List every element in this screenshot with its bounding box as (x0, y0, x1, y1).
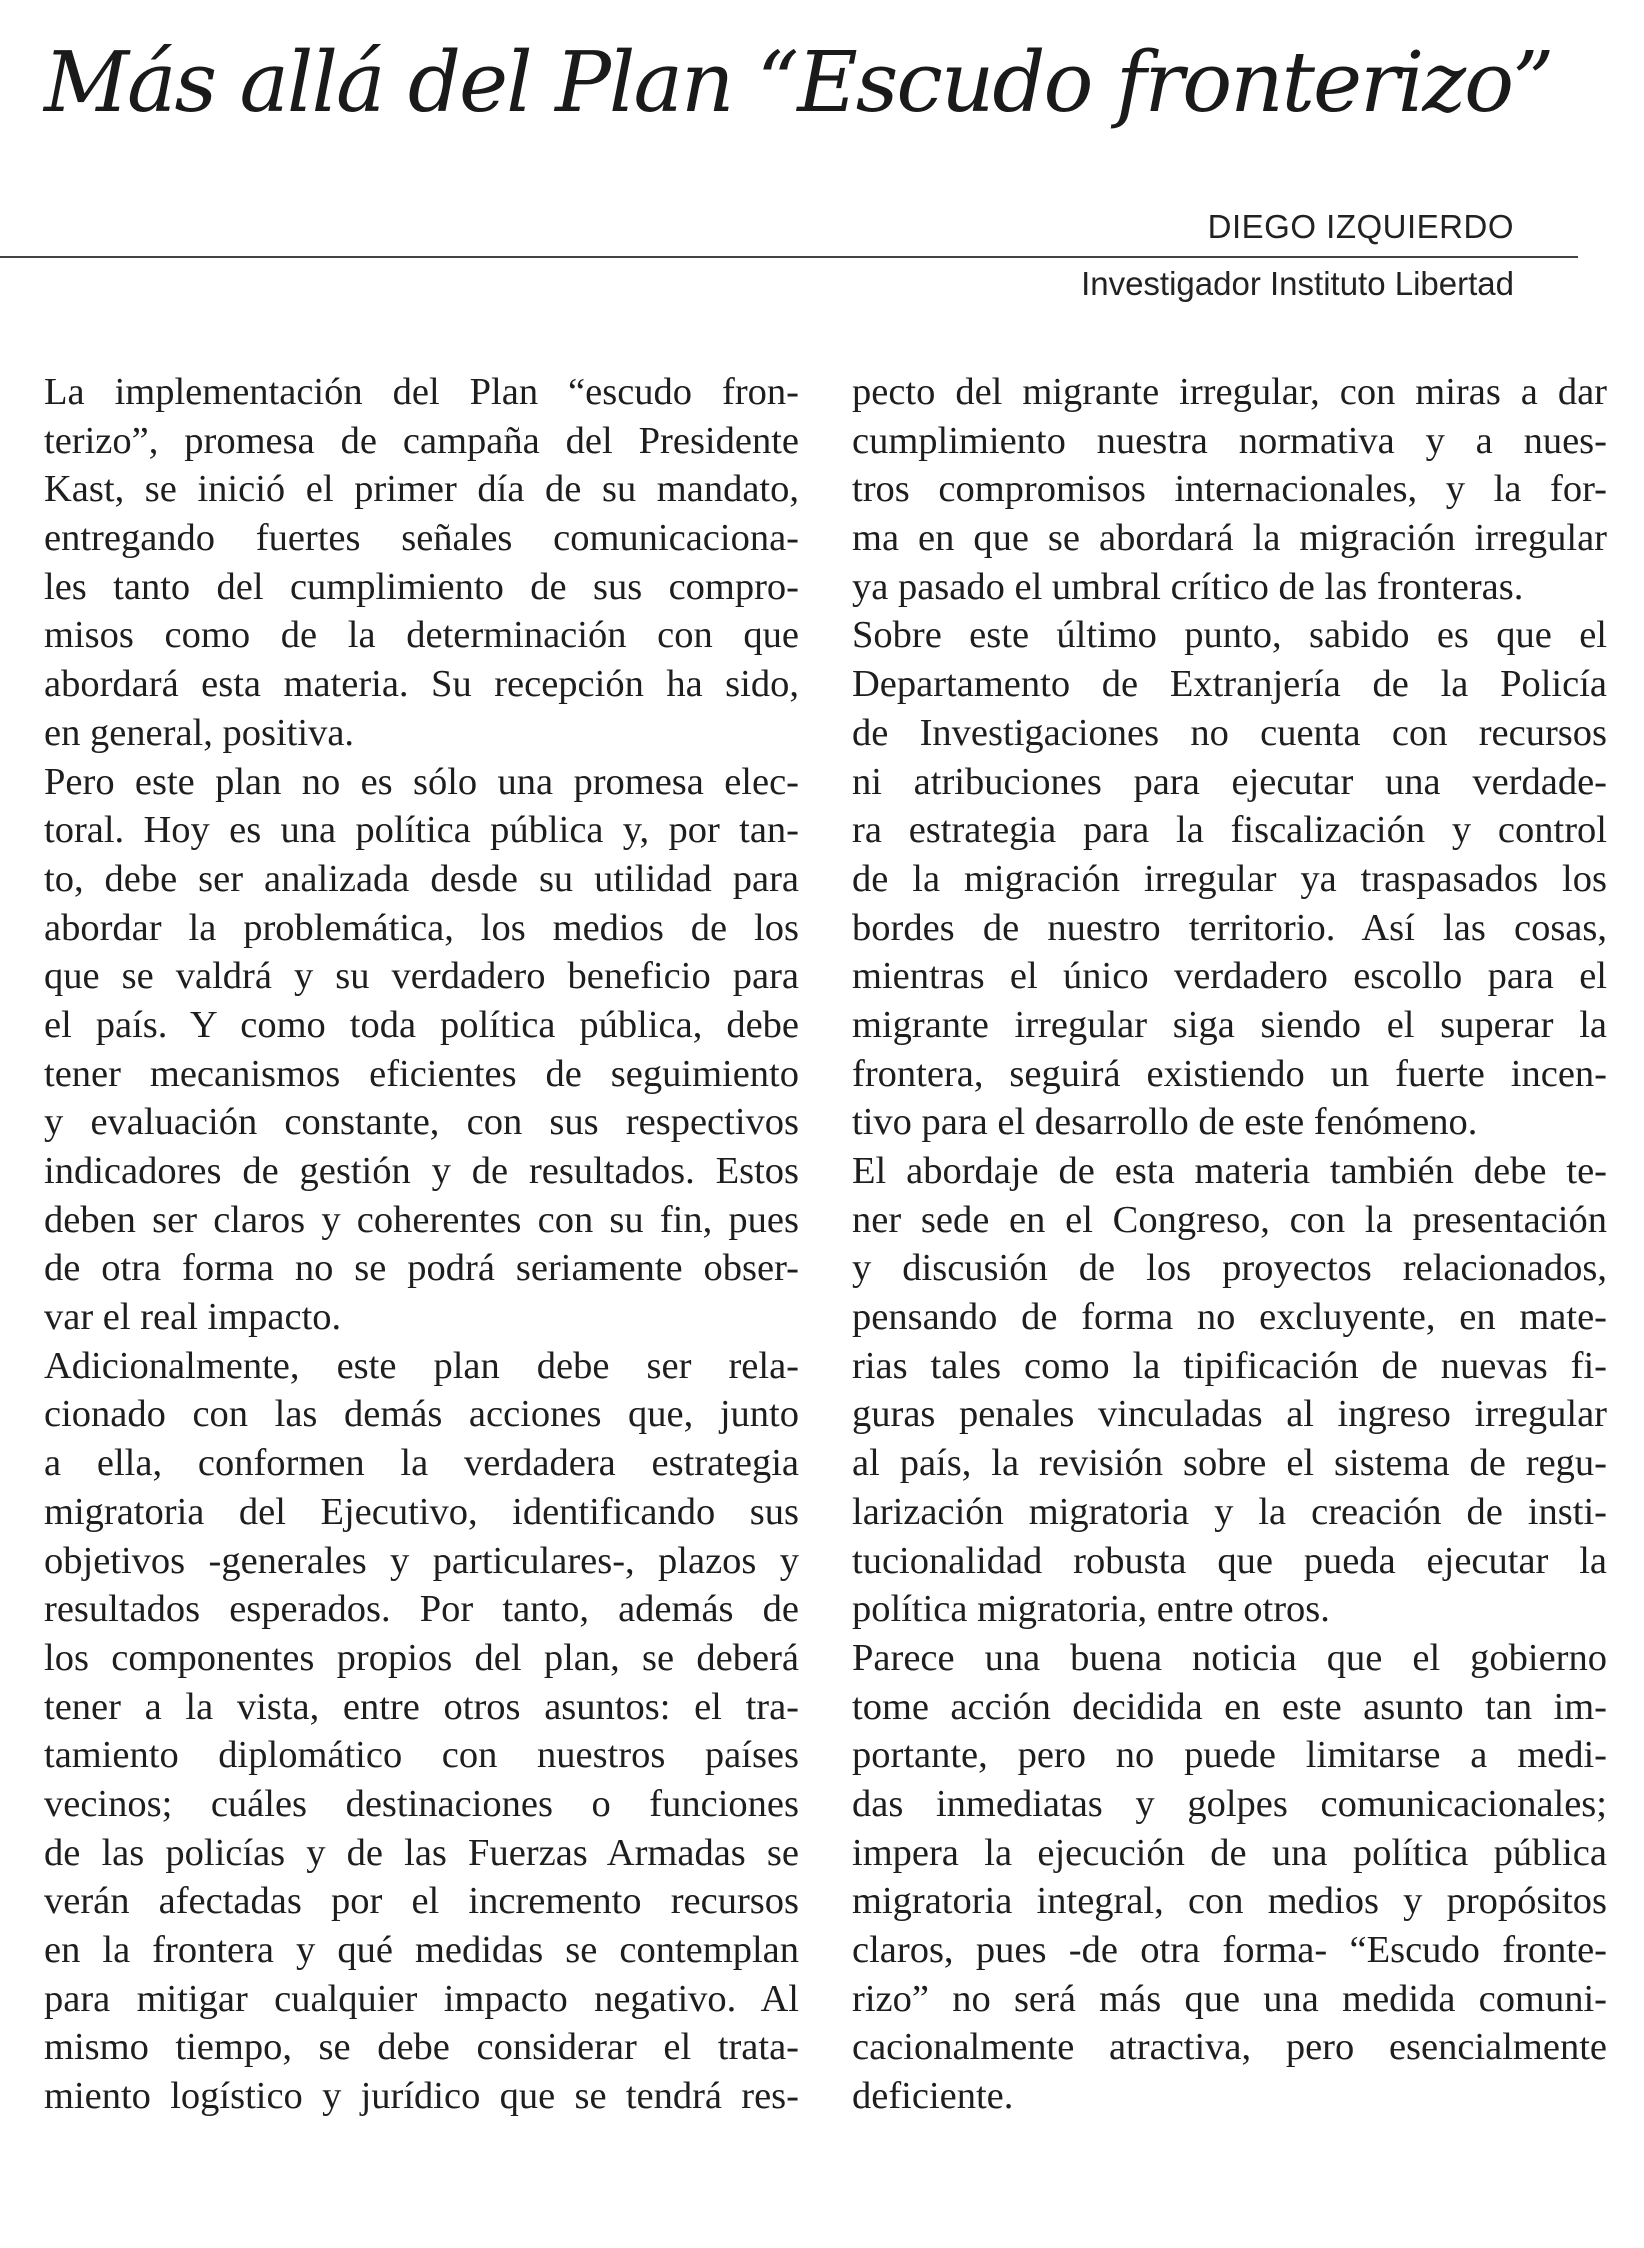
text-line: y discusión de los proyectos relacionados, (852, 1247, 1607, 1290)
byline-divider (0, 256, 1578, 258)
text-line: pecto del migrante irregular, con miras a dar (852, 371, 1607, 413)
text-line: frontera, seguirá existiendo un fuerte incen- (852, 1052, 1607, 1095)
author-affiliation: Investigador Instituto Libertad (1081, 265, 1514, 302)
text-line: migrante irregular siga siendo el superar la (852, 1003, 1607, 1046)
text-line: cionado con las demás acciones que, junto (44, 1393, 799, 1436)
text-line: cumplimiento nuestra normativa y a nues- (852, 419, 1607, 462)
text-line: rias tales como la tipificación de nuevas fi- (852, 1344, 1607, 1387)
text-line: to, debe ser analizada desde su utilidad para (44, 857, 799, 900)
text-line: migratoria del Ejecutivo, identificando sus (44, 1490, 799, 1533)
text-line: los componentes propios del plan, se deberá (44, 1636, 799, 1679)
text-line: objetivos -generales y particulares-, plazos y (44, 1539, 799, 1582)
text-line: das inmediatas y golpes comunicacionales; (852, 1782, 1607, 1825)
text-line: misos como de la determinación con que (44, 614, 799, 657)
text-line: verán afectadas por el incremento recursos (44, 1880, 799, 1923)
text-line: cacionalmente atractiva, pero esencialmente (852, 2026, 1607, 2069)
article-column-right (852, 368, 1607, 2121)
text-line: tros compromisos internacionales, y la for- (852, 468, 1607, 511)
text-line: terizo”, promesa de campaña del Presidente (44, 419, 799, 462)
text-line: var el real impacto. (44, 1296, 342, 1339)
text-line: ner sede en el Congreso, con la presentación (852, 1198, 1607, 1241)
text-line: abordará esta materia. Su recepción ha sido, (44, 663, 799, 706)
text-line: deben ser claros y coherentes con su fin, pues (44, 1198, 799, 1241)
text-line: deficiente. (852, 2075, 1014, 2118)
text-line: claros, pues -de otra forma- “Escudo fronte- (852, 1929, 1607, 1971)
text-line: miento logístico y jurídico que se tendrá res- (44, 2075, 799, 2118)
text-line: impera la ejecución de una política pública (852, 1831, 1607, 1874)
text-line: les tanto del cumplimiento de sus compro- (44, 565, 799, 608)
text-line: La implementación del Plan “escudo fron- (44, 371, 799, 413)
text-line: Departamento de Extranjería de la Policía (852, 663, 1607, 706)
text-line: Parece una buena noticia que el gobierno (852, 1636, 1607, 1679)
text-line: tamiento diplomático con nuestros países (44, 1734, 799, 1777)
text-line: y evaluación constante, con sus respectivos (44, 1101, 799, 1144)
text-line: Kast, se inició el primer día de su mandato, (44, 468, 799, 511)
text-line: que se valdrá y su verdadero beneficio para (44, 955, 799, 998)
text-line: ya pasado el umbral crítico de las fronteras. (852, 565, 1524, 608)
text-line: tener mecanismos eficientes de seguimiento (44, 1052, 799, 1095)
text-line: Adicionalmente, este plan debe ser rela- (44, 1344, 799, 1387)
text-line: ra estrategia para la fiscalización y control (852, 809, 1607, 852)
text-line: de las policías y de las Fuerzas Armadas se (44, 1831, 799, 1874)
text-line: resultados esperados. Por tanto, además de (44, 1588, 799, 1631)
text-line: de la migración irregular ya traspasados los (852, 857, 1607, 900)
text-line: a ella, conformen la verdadera estrategia (44, 1442, 799, 1485)
text-line: tucionalidad robusta que pueda ejecutar la (852, 1539, 1607, 1582)
text-line: bordes de nuestro territorio. Así las cosas, (852, 906, 1607, 949)
text-line: tener a la vista, entre otros asuntos: el tra- (44, 1685, 799, 1728)
text-line: portante, pero no puede limitarse a medi- (852, 1734, 1607, 1777)
text-line: guras penales vinculadas al ingreso irregular (852, 1393, 1607, 1436)
text-line: mismo tiempo, se debe considerar el trata- (44, 2026, 799, 2069)
text-line: mientras el único verdadero escollo para el (852, 955, 1607, 998)
text-line: larización migratoria y la creación de insti- (852, 1490, 1607, 1533)
text-line: para mitigar cualquier impacto negativo. Al (44, 1977, 799, 2020)
text-line: de Investigaciones no cuenta con recursos (852, 711, 1607, 754)
article-headline: Más allá del Plan “Escudo fronterizo” (44, 34, 1553, 131)
author-name: DIEGO IZQUIERDO (1207, 208, 1514, 245)
text-line: Pero este plan no es sólo una promesa elec- (44, 760, 799, 803)
text-line: Sobre este último punto, sabido es que el (852, 614, 1607, 657)
text-line: de otra forma no se podrá seriamente obser- (44, 1247, 799, 1290)
text-line: abordar la problemática, los medios de los (44, 906, 799, 949)
text-line: el país. Y como toda política pública, debe (44, 1003, 799, 1046)
text-line: en general, positiva. (44, 711, 355, 754)
text-line: al país, la revisión sobre el sistema de regu- (852, 1442, 1607, 1485)
text-line: vecinos; cuáles destinaciones o funciones (44, 1782, 799, 1825)
text-line: tome acción decidida en este asunto tan im- (852, 1685, 1607, 1728)
text-line: entregando fuertes señales comunicaciona- (44, 517, 799, 560)
text-line: toral. Hoy es una política pública y, por tan- (44, 809, 799, 852)
text-line: rizo” no será más que una medida comuni- (852, 1977, 1607, 2020)
text-line: migratoria integral, con medios y propósitos (852, 1880, 1607, 1923)
text-line: política migratoria, entre otros. (852, 1588, 1330, 1631)
text-line: ma en que se abordará la migración irregular (852, 517, 1607, 560)
text-line: tivo para el desarrollo de este fenómeno. (852, 1101, 1478, 1144)
text-line: ni atribuciones para ejecutar una verdade- (852, 760, 1607, 803)
text-line: en la frontera y qué medidas se contemplan (44, 1929, 799, 1971)
text-line: El abordaje de esta materia también debe te- (852, 1150, 1607, 1192)
text-line: pensando de forma no excluyente, en mate- (852, 1296, 1607, 1339)
text-line: indicadores de gestión y de resultados. Estos (44, 1150, 799, 1192)
article-column-left (44, 368, 799, 2121)
